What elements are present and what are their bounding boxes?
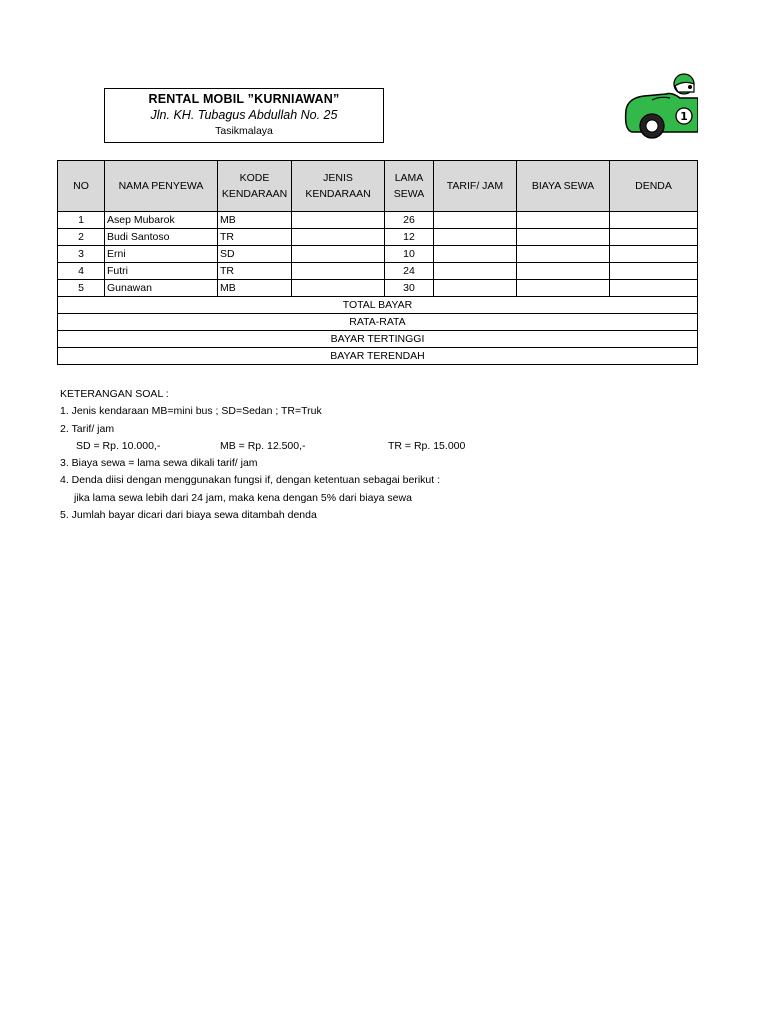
col-header-rate: TARIF/ JAM bbox=[434, 161, 517, 212]
svg-text:1: 1 bbox=[680, 110, 688, 123]
summary-max: BAYAR TERTINGGI bbox=[58, 331, 698, 348]
cell-type bbox=[292, 280, 385, 297]
summary-row-total bbox=[58, 297, 698, 314]
cell-no: 3 bbox=[58, 246, 105, 263]
cell-duration: 30 bbox=[385, 280, 434, 297]
col-header-duration: LAMA SEWA bbox=[385, 161, 434, 212]
cell-code: TR bbox=[218, 229, 292, 246]
header-row bbox=[58, 161, 698, 212]
note-item-4: 4. Denda diisi dengan menggunakan fungsi if, dengan ketentuan sebagai berikut : bbox=[60, 474, 441, 487]
cell-no: 5 bbox=[58, 280, 105, 297]
summary-row-average bbox=[58, 314, 698, 331]
summary-row-min bbox=[58, 348, 698, 365]
cell-code: MB bbox=[218, 212, 292, 229]
cell-no: 1 bbox=[58, 212, 105, 229]
cell-duration: 26 bbox=[385, 212, 434, 229]
cell-cost bbox=[517, 229, 610, 246]
col-header-cost: BIAYA SEWA bbox=[517, 161, 610, 212]
cell-name: Budi Santoso bbox=[105, 229, 218, 246]
cell-fine bbox=[610, 246, 698, 263]
company-address: Jln. KH. Tubagus Abdullah No. 25 bbox=[150, 108, 338, 122]
table-row bbox=[58, 229, 698, 246]
race-car-icon bbox=[622, 70, 698, 140]
col-header-type: JENIS KENDARAAN bbox=[292, 161, 385, 212]
cell-rate bbox=[434, 246, 517, 263]
table-row bbox=[58, 263, 698, 280]
cell-cost bbox=[517, 212, 610, 229]
cell-cost bbox=[517, 263, 610, 280]
cell-rate bbox=[434, 212, 517, 229]
cell-name: Asep Mubarok bbox=[105, 212, 218, 229]
table-row bbox=[58, 212, 698, 229]
cell-name: Gunawan bbox=[105, 280, 218, 297]
cell-type bbox=[292, 212, 385, 229]
company-city: Tasikmalaya bbox=[215, 125, 273, 137]
cell-rate bbox=[434, 263, 517, 280]
cell-no: 4 bbox=[58, 263, 105, 280]
note-item-4-detail: jika lama sewa lebih dari 24 jam, maka kena dengan 5% dari biaya sewa bbox=[74, 491, 412, 504]
cell-type bbox=[292, 229, 385, 246]
cell-type bbox=[292, 246, 385, 263]
tarif-tr: TR = Rp. 15.000 bbox=[388, 439, 466, 452]
table-row bbox=[58, 246, 698, 263]
col-header-code: KODE KENDARAAN bbox=[218, 161, 292, 212]
note-item-2: 2. Tarif/ jam bbox=[60, 422, 115, 435]
summary-row-max bbox=[58, 331, 698, 348]
cell-fine bbox=[610, 280, 698, 297]
tarif-list bbox=[60, 438, 465, 455]
col-header-no: NO bbox=[58, 161, 105, 212]
cell-rate bbox=[434, 229, 517, 246]
cell-type bbox=[292, 263, 385, 280]
summary-average: RATA-RATA bbox=[58, 314, 698, 331]
tarif-mb: MB = Rp. 12.500,- bbox=[220, 439, 306, 452]
cell-cost bbox=[517, 280, 610, 297]
tarif-sd: SD = Rp. 10.000,- bbox=[76, 439, 161, 452]
cell-fine bbox=[610, 263, 698, 280]
notes-heading: KETERANGAN SOAL : bbox=[60, 388, 169, 400]
summary-min: BAYAR TERENDAH bbox=[58, 348, 698, 365]
rental-table bbox=[57, 160, 698, 365]
note-item-3: 3. Biaya sewa = lama sewa dikali tarif/ jam bbox=[60, 457, 258, 470]
cell-rate bbox=[434, 280, 517, 297]
notes-section bbox=[60, 386, 465, 524]
col-header-fine: DENDA bbox=[610, 161, 698, 212]
note-item-5: 5. Jumlah bayar dicari dari biaya sewa ditambah denda bbox=[60, 509, 317, 522]
cell-code: TR bbox=[218, 263, 292, 280]
title-box bbox=[104, 88, 384, 143]
cell-no: 2 bbox=[58, 229, 105, 246]
cell-name: Futri bbox=[105, 263, 218, 280]
col-header-name: NAMA PENYEWA bbox=[105, 161, 218, 212]
cell-fine bbox=[610, 212, 698, 229]
cell-duration: 12 bbox=[385, 229, 434, 246]
cell-fine bbox=[610, 229, 698, 246]
cell-name: Erni bbox=[105, 246, 218, 263]
cell-cost bbox=[517, 246, 610, 263]
cell-duration: 10 bbox=[385, 246, 434, 263]
cell-code: SD bbox=[218, 246, 292, 263]
cell-code: MB bbox=[218, 280, 292, 297]
note-item-1: 1. Jenis kendaraan MB=mini bus ; SD=Sedan ; TR=Truk bbox=[60, 405, 322, 418]
table-row bbox=[58, 280, 698, 297]
summary-total: TOTAL BAYAR bbox=[58, 297, 698, 314]
company-title: RENTAL MOBIL ”KURNIAWAN” bbox=[148, 92, 340, 106]
cell-duration: 24 bbox=[385, 263, 434, 280]
